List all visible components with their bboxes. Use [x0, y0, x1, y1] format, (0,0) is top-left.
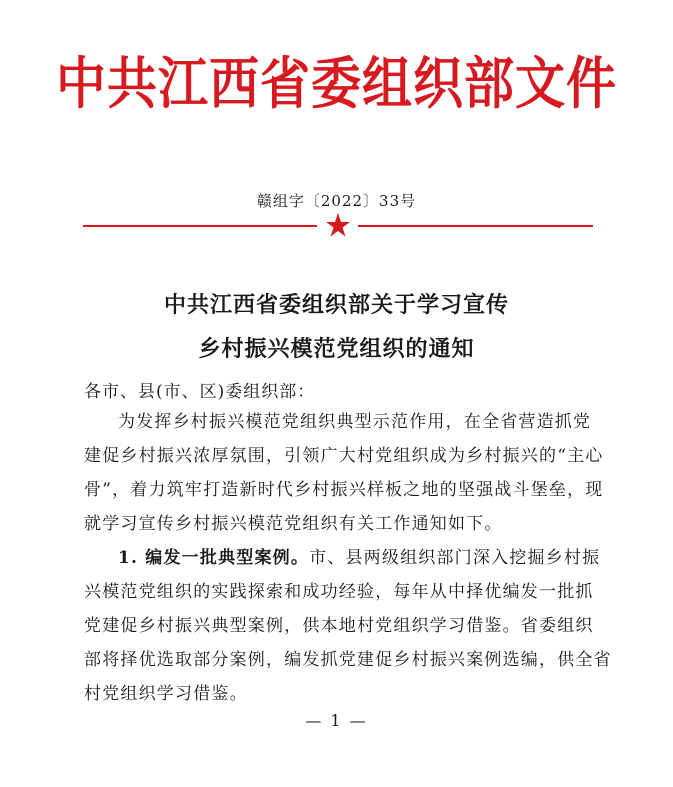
document-number: 赣组字〔2022〕33号 — [256, 192, 417, 210]
paragraph-line: 兴模范党组织的实践探索和成功经验，每年从中择优编发一批抓 — [84, 582, 594, 602]
item-1-heading: 1. 编发一批典型案例。 — [118, 548, 310, 568]
paragraph-line: 建促乡村振兴浓厚氛围，引领广大村党组织成为乡村振兴的“主心 — [84, 446, 604, 466]
document-title-line-1: 中共江西省委组织部关于学习宣传 — [163, 292, 509, 318]
paragraph-line: 骨”，着力筑牢打造新时代乡村振兴样板之地的坚强战斗堡垒，现 — [84, 480, 604, 500]
paragraph-line: 就学习宣传乡村振兴模范党组织有关工作通知如下。 — [84, 514, 503, 534]
item-1-text: 市、县两级组织部门深入挖掘乡村振 — [309, 548, 601, 568]
paragraph-line: 部将择优选取部分案例，编发抓党建促乡村振兴案例选编，供全省 — [84, 650, 612, 670]
page-number: — 1 — — [305, 711, 368, 730]
document-title-line-2: 乡村振兴模范党组织的通知 — [198, 336, 475, 362]
document-header-title: 中共江西省委组织部文件 — [56, 51, 617, 117]
paragraph-line: 为发挥乡村振兴模范党组织典型示范作用，在全省营造抓党 — [118, 412, 592, 432]
red-divider-right — [358, 225, 593, 227]
item-1-first-line — [84, 541, 601, 575]
star-icon — [325, 212, 351, 238]
salutation: 各市、县(市、区)委组织部： — [84, 382, 316, 402]
paragraph-line: 党建促乡村振兴典型案例，供本地村党组织学习借鉴。省委组织 — [84, 616, 594, 636]
red-divider-left — [83, 225, 317, 227]
paragraph-line: 村党组织学习借鉴。 — [84, 684, 248, 704]
